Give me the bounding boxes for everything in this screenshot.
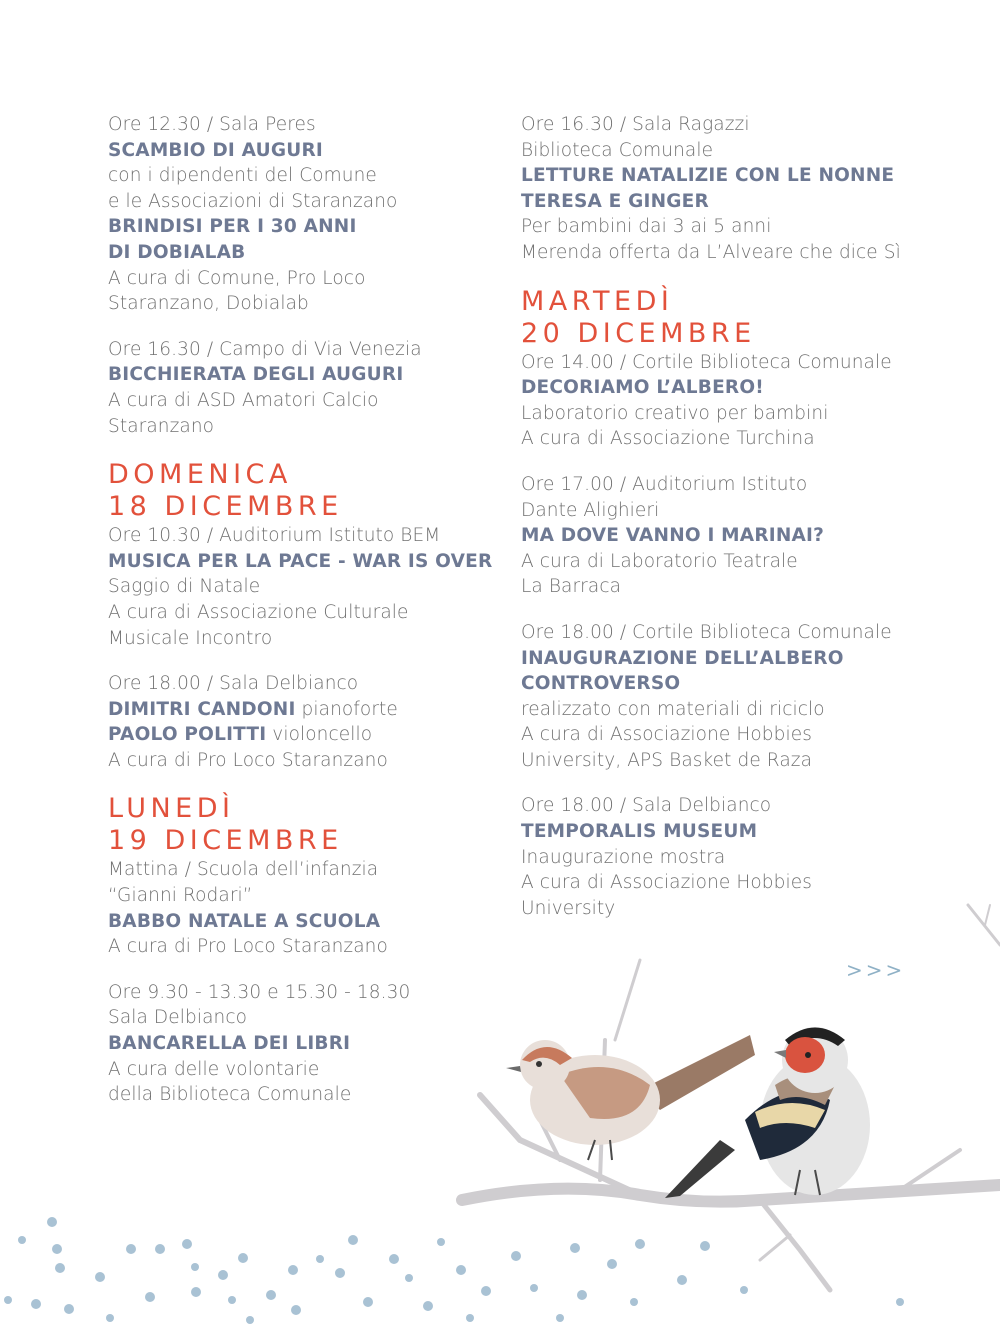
event-detail: [108, 1057, 508, 1083]
instrument-label: violoncello: [266, 724, 373, 746]
event-title: [108, 240, 508, 266]
event-detail: [108, 934, 508, 960]
event-group: [521, 350, 941, 922]
event-detail-text: Sala Delbianco: [108, 1007, 248, 1029]
event-detail: [108, 112, 508, 138]
event-title-text: CONTROVERSO: [521, 673, 681, 695]
event-detail: [108, 266, 508, 292]
event-title-text: LETTURE NATALIZIE CON LE NONNE: [521, 165, 895, 187]
event-detail: [108, 337, 508, 363]
event-group: [108, 523, 508, 773]
event-detail: [108, 1005, 508, 1031]
event-title-text: INAUGURAZIONE DELL’ALBERO: [521, 647, 844, 669]
event: [108, 523, 508, 651]
event-detail-text: Ore 16.30 / Campo di Via Venezia: [108, 338, 422, 360]
event: [521, 350, 941, 452]
event-detail-text: A cura di Comune, Pro Loco: [108, 267, 366, 289]
event-detail-text: A cura di Pro Loco Staranzano: [108, 936, 388, 958]
event-detail: [108, 883, 508, 909]
day-date: 20 DICEMBRE: [521, 317, 756, 349]
event-detail: [108, 291, 508, 317]
event-detail-text: Ore 18.00 / Sala Delbianco: [521, 795, 772, 817]
event-detail-text: realizzato con materiali di riciclo: [521, 698, 825, 720]
event-title-text: SCAMBIO DI AUGURI: [108, 139, 323, 161]
event-detail-text: A cura di Pro Loco Staranzano: [108, 749, 388, 771]
snow-dots: [4, 1217, 904, 1324]
event-detail-text: Ore 10.30 / Auditorium Istituto BEM: [108, 525, 441, 547]
event-detail-text: e le Associazioni di Staranzano: [108, 190, 398, 212]
event-detail-text: Inaugurazione mostra: [521, 846, 726, 868]
event-detail: [521, 498, 941, 524]
event-detail-text: Merenda offerta da L’Alveare che dice Sì: [521, 241, 901, 263]
event-detail: [108, 523, 508, 549]
event-title-text: TEMPORALIS MUSEUM: [521, 821, 758, 843]
event-detail: [108, 671, 508, 697]
event-title-text: DIMITRI CANDONI: [108, 698, 296, 720]
event-detail-text: Ore 16.30 / Sala Ragazzi: [521, 114, 750, 135]
event-title-text: BABBO NATALE A SCUOLA: [108, 910, 381, 932]
event-title: [108, 909, 508, 935]
event-detail: [521, 214, 941, 240]
event: [108, 112, 508, 317]
event-detail: [521, 620, 941, 646]
event: [108, 857, 508, 959]
day-date: 18 DICEMBRE: [108, 491, 343, 523]
event-detail-text: Ore 9.30 - 13.30 e 15.30 - 18.30: [108, 981, 411, 1003]
event-detail: [108, 163, 508, 189]
event-title: [108, 697, 508, 723]
day-name: LUNEDÌ: [108, 793, 235, 825]
event-title: [521, 646, 941, 672]
event-title-text: DECORIAMO L’ALBERO!: [521, 377, 764, 399]
event-detail-text: A cura di Associazione Turchina: [521, 428, 815, 450]
instrument-label: pianoforte: [295, 698, 398, 720]
event-detail: [521, 549, 941, 575]
goldfinch-illustration: [665, 1027, 870, 1198]
event-detail: [108, 626, 508, 652]
event-title-text: BRINDISI PER I 30 ANNI: [108, 216, 357, 238]
event-detail-text: della Biblioteca Comunale: [108, 1084, 352, 1106]
event-detail: [521, 472, 941, 498]
event-detail: [521, 896, 941, 922]
event-detail: [521, 112, 941, 138]
event-title-text: TERESA E GINGER: [521, 190, 709, 212]
event-detail-text: Ore 12.30 / Sala Peres: [108, 114, 316, 135]
event-detail-text: Staranzano, Dobialab: [108, 293, 309, 315]
event-detail-text: Mattina / Scuola dell’infanzia: [108, 859, 379, 881]
event-title-text: MUSICA PER LA PACE - WAR IS OVER: [108, 550, 493, 572]
event-title-text: DI DOBIALAB: [108, 241, 246, 263]
event-detail-text: con i dipendenti del Comune: [108, 165, 377, 187]
event-title-text: BANCARELLA DEI LIBRI: [108, 1033, 351, 1055]
event-detail: [108, 748, 508, 774]
event-detail-text: A cura di Associazione Hobbies: [521, 724, 812, 746]
event-detail: [108, 980, 508, 1006]
event-detail-text: Staranzano: [108, 415, 215, 437]
event-group: [108, 857, 508, 1107]
event-title: [521, 819, 941, 845]
event: [108, 671, 508, 773]
event-detail: [521, 138, 941, 164]
left-column: [108, 112, 508, 1128]
event-detail-text: University: [521, 897, 616, 919]
event-title: [108, 138, 508, 164]
event-detail-text: Ore 17.00 / Auditorium Istituto: [521, 473, 808, 495]
event: [521, 793, 941, 921]
event-detail-text: Per bambini dai 3 ai 5 anni: [521, 216, 772, 238]
event-detail-text: University, APS Basket de Raza: [521, 749, 813, 771]
event-detail-text: Ore 14.00 / Cortile Biblioteca Comunale: [521, 351, 892, 373]
event-title-text: PAOLO POLITTI: [108, 724, 267, 746]
event-detail-text: Musicale Incontro: [108, 627, 273, 649]
event-detail-text: Biblioteca Comunale: [521, 139, 714, 161]
event-title: [521, 163, 941, 189]
event-detail-text: La Barraca: [521, 576, 622, 598]
event-detail: [521, 722, 941, 748]
event: [521, 112, 941, 266]
event-detail: [521, 697, 941, 723]
event-detail-text: A cura di ASD Amatori Calcio: [108, 389, 379, 411]
event: [521, 472, 941, 600]
event-title: [521, 375, 941, 401]
event-detail-text: Laboratorio creativo per bambini: [521, 402, 829, 424]
day-heading: [108, 459, 508, 523]
event-detail: [108, 857, 508, 883]
event-detail: [521, 401, 941, 427]
day-heading: [521, 286, 941, 350]
event-title-text: MA DOVE VANNO I MARINAI?: [521, 525, 825, 547]
event-detail: [521, 426, 941, 452]
day-name: DOMENICA: [108, 459, 292, 491]
event: [108, 337, 508, 439]
event-detail-text: A cura di Laboratorio Teatrale: [521, 550, 798, 572]
event-detail-text: Saggio di Natale: [108, 576, 261, 598]
event-detail: [521, 793, 941, 819]
day-heading: [108, 793, 508, 857]
right-column: [521, 112, 941, 941]
event-detail: [108, 600, 508, 626]
event-detail-text: Ore 18.00 / Cortile Biblioteca Comunale: [521, 621, 892, 643]
event-title: [521, 523, 941, 549]
event-detail: [521, 870, 941, 896]
day-date: 19 DICEMBRE: [108, 825, 343, 857]
sparrow-illustration: [506, 1035, 755, 1160]
event-detail: [521, 748, 941, 774]
event-detail: [108, 189, 508, 215]
event-title: [108, 362, 508, 388]
event: [521, 620, 941, 774]
event-group: [521, 112, 941, 266]
event-title: [108, 1031, 508, 1057]
event-detail: [108, 388, 508, 414]
event-detail: [521, 845, 941, 871]
event-detail: [521, 350, 941, 376]
event-detail: [108, 1082, 508, 1108]
event-group: [108, 112, 508, 439]
event: [108, 980, 508, 1108]
event-title: [108, 214, 508, 240]
day-name: MARTEDÌ: [521, 285, 674, 317]
event-title: [108, 722, 508, 748]
next-page-arrow[interactable]: >>>: [846, 958, 906, 982]
event-detail-text: “Gianni Rodari”: [108, 885, 253, 907]
event-detail-text: A cura delle volontarie: [108, 1058, 320, 1080]
event-title: [108, 549, 508, 575]
event-detail: [521, 240, 941, 266]
event-title: [521, 671, 941, 697]
event-detail: [108, 414, 508, 440]
event-detail-text: A cura di Associazione Culturale: [108, 601, 409, 623]
event-title-text: BICCHIERATA DEGLI AUGURI: [108, 364, 404, 386]
event-detail-text: Dante Alighieri: [521, 499, 660, 521]
event-title: [521, 189, 941, 215]
event-detail-text: A cura di Associazione Hobbies: [521, 872, 812, 894]
event-detail: [521, 574, 941, 600]
event-detail-text: Ore 18.00 / Sala Delbianco: [108, 673, 359, 695]
event-detail: [108, 574, 508, 600]
